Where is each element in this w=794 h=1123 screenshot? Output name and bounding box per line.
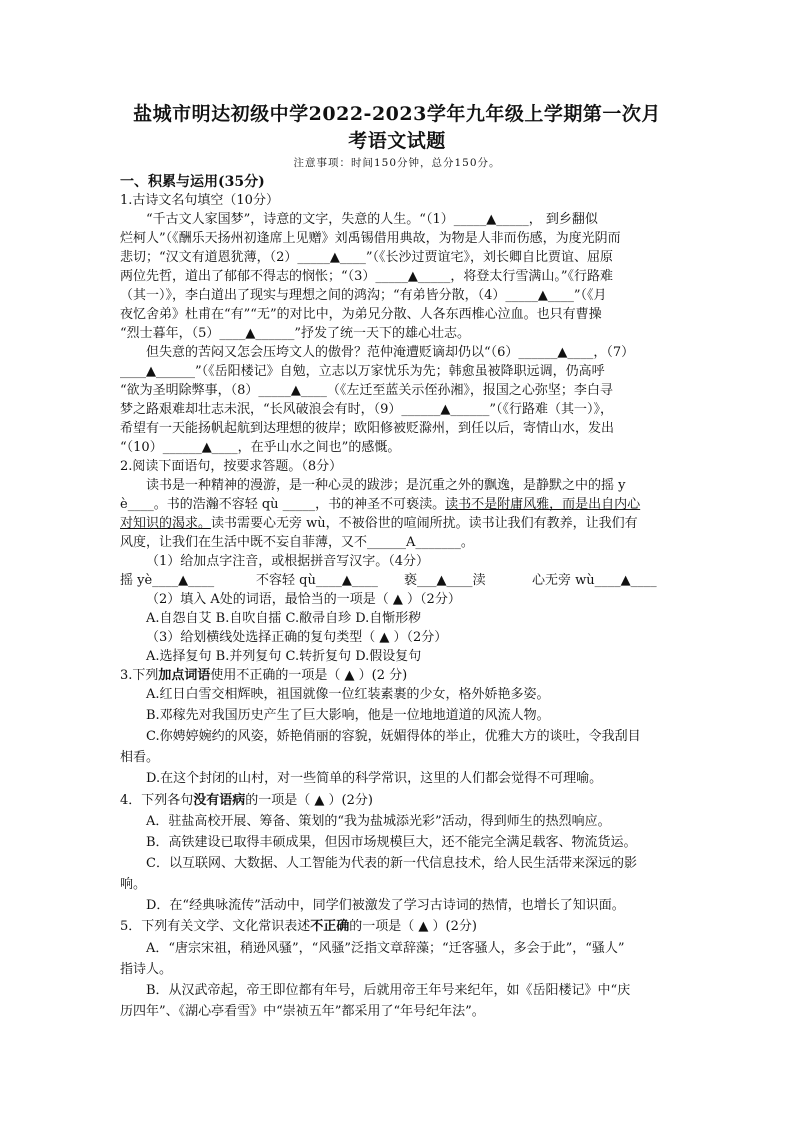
q1-line: “烈士暮年，（5）____▲______”抒发了统一天下的雄心壮志。 xyxy=(120,326,471,341)
q1-line: “（10）______▲____，在乎山水之间也”的感慨。 xyxy=(120,440,401,455)
q4-option-c-cont: 响。 xyxy=(120,877,147,892)
q3-heading xyxy=(120,667,680,685)
q4-heading xyxy=(120,792,680,810)
q1-line: （其一）》，李白道出了现实与理想之间的鸿沟；“有弟皆分散，（4）_____▲____”（《月 xyxy=(120,288,607,303)
q2-fill-blank: 心无旁 wù____▲____ xyxy=(532,573,657,588)
q4-heading-text: 的一项是（ ▲ ）(2分) xyxy=(245,793,373,808)
q2-sub3-options: A.选择复句 B.并列复句 C.转折复句 D.假设复句 xyxy=(146,649,422,664)
q4-heading-emphasis: 没有语病 xyxy=(193,793,246,808)
q1-line: “欲为圣明除弊事，（8）_____▲____（《左迁至蓝关示侄孙湘》，报国之心弥坚；李白寻 xyxy=(120,383,613,398)
q5-option-b-cont: 历四年”、《湖心亭看雪》中“崇祯五年”都采用了“年号纪年法”。 xyxy=(120,1004,485,1019)
exam-notice: 注意事项：时间150分钟，总分150分。 xyxy=(293,157,501,169)
q1-line: 希望有一天能扬帆起航到达理想的彼岸；欧阳修被贬滁州，到任以后，寄情山水，发出 xyxy=(120,421,615,436)
q2-sub2: （2）填入 A处的词语，最恰当的一项是（ ▲ ）（2分） xyxy=(146,592,461,607)
q2-passage-text: 读书需要心无旁 wù，不被俗世的喧闹所扰。读书让我们有教养，让我们有 xyxy=(211,516,638,531)
q1-line: 两位先哲，道出了郁郁不得志的悯怅；“（3）_____▲_____，将登太行雪满山。”《行路难 xyxy=(120,269,614,284)
exam-title-line2: 考语文试题 xyxy=(348,130,446,152)
q2-heading: 2.阅读下面语句，按要求答题。（8分） xyxy=(120,459,343,474)
q2-underlined-text: 对知识的渴求。 xyxy=(120,516,212,531)
q2-underlined-text: 读书不是附庸风雅，而是出自内心 xyxy=(445,497,641,512)
q1-line: ____▲______”（《岳阳楼记》自勉，立志以万家忧乐为先；韩愈虽被降职远调，仍高呼 xyxy=(120,364,605,379)
q5-option-a: A．“唐宗宋祖，稍逊风骚”，“风骚”泛指文章辞藻；“迁客骚人，多会于此”，“骚人” xyxy=(146,941,625,956)
q5-option-b: B．从汉武帝起，帝王即位都有年号，后就用帝王年号来纪年，如《岳阳楼记》中“庆 xyxy=(146,983,631,998)
q4-option-b: B．高铁建设已取得丰硕成果，但因市场规模巨大，还不能完全满足载客、物流货运。 xyxy=(146,835,637,850)
q2-passage-line xyxy=(120,496,680,514)
q2-passage-line: 风度，让我们在生活中既不妄自菲薄，又不______A_______。 xyxy=(120,535,474,550)
q4-option-a: A．驻盐高校开展、筹备、策划的“我为盐城添光彩”活动，得到师生的热烈响应。 xyxy=(146,814,611,829)
q3-option-c: C.你娉婷婉约的风姿，娇艳俏丽的容貌，妩媚得体的举止，优雅大方的谈吐，令我刮目 xyxy=(146,729,641,744)
q5-heading-emphasis: 不正确 xyxy=(310,919,350,934)
q2-sub3: （3）给划横线处选择正确的复句类型（ ▲ ）（2分） xyxy=(146,630,448,645)
q2-fill-blank: 不容轻 qù____▲____ xyxy=(256,573,378,588)
exam-title-line1: 盐城市明达初级中学2022-2023学年九年级上学期第一次月 xyxy=(133,103,661,125)
q5-heading xyxy=(120,918,680,936)
section-heading: 一、积累与运用(35分) xyxy=(120,174,265,190)
q4-heading-text: 4．下列各句 xyxy=(120,793,194,808)
q3-heading-text: 3.下列 xyxy=(120,668,159,683)
q3-heading-text: 使用不正确的一项是（ ▲ ）(2 分) xyxy=(210,668,408,683)
q3-option-c-cont: 相看。 xyxy=(120,750,160,765)
q1-line: 悲切；“汉文有道恩犹薄，（2）_____▲____”（《长沙过贾谊宅》，刘长卿自比贾谊、屈原 xyxy=(120,250,614,265)
q3-option-a: A.红日白雪交相辉映，祖国就像一位红装素裹的少女，格外娇艳多姿。 xyxy=(146,687,550,702)
q2-passage-text: è____。书的浩瀚不容轻 qù _____，书的神圣不可亵渎。 xyxy=(120,497,446,512)
q1-line: 夜忆舍弟》杜甫在“有”“无”的对比中，为弟兄分散、人各东西椎心泣血。也只有曹操 xyxy=(120,307,602,322)
q3-option-d: D.在这个封闭的山村，对一些简单的科学常识，这里的人们都会觉得不可理喻。 xyxy=(146,771,603,786)
q5-option-a-cont: 指诗人。 xyxy=(120,962,173,977)
q2-fill-blank: 摇 yè____▲____ xyxy=(120,573,215,588)
q1-line: “千古文人家国梦”，诗意的文字，失意的人生。“（1）_____▲_____， 到乡翻似 xyxy=(146,212,598,227)
q2-sub1: （1）给加点字注音，或根据拼音写汉字。（4分） xyxy=(146,554,430,569)
q2-sub2-options: A.自怨自艾 B.自吹自擂 C.敝帚自珍 D.自惭形秽 xyxy=(146,611,422,626)
q2-passage-line xyxy=(120,515,680,533)
q3-option-b: B.邓稼先对我国历史产生了巨大影响，他是一位地地道道的风流人物。 xyxy=(146,708,550,723)
q5-heading-text: 5．下列有关文学、文化常识表述 xyxy=(120,919,311,934)
q1-line: 但失意的苦闷又怎会压垮文人的傲骨？范仲淹遭贬谪却仍以“（6）______▲____，（7） xyxy=(146,345,635,360)
q1-line: 梦之路艰难却壮志未泯，“长风破浪会有时，（9）______▲______”（《行路难（其一）》， xyxy=(120,402,614,417)
q3-heading-emphasis: 加点词语 xyxy=(158,668,211,683)
q5-heading-text: 的一项是（ ▲ ）(2分) xyxy=(349,919,477,934)
q1-line: 烂柯人”（《酬乐天扬州初逢席上见赠》刘禹锡借用典故，为物是人非而伤感，为度光阴而 xyxy=(120,231,621,246)
q4-option-c: C．以互联网、大数据、人工智能为代表的新一代信息技术，给人民生活带来深远的影 xyxy=(146,856,637,871)
q2-fill-blank: 亵___▲____渎 xyxy=(404,573,486,588)
q4-option-d: D．在“经典咏流传”活动中，同学们被激发了学习古诗词的热情，也增长了知识面。 xyxy=(146,898,625,913)
q2-passage-line: 读书是一种精神的漫游，是一种心灵的跋涉；是沉重之外的飘逸，是静默之中的摇 y xyxy=(146,478,626,493)
q1-heading: 1.古诗文名句填空（10分） xyxy=(120,193,279,208)
